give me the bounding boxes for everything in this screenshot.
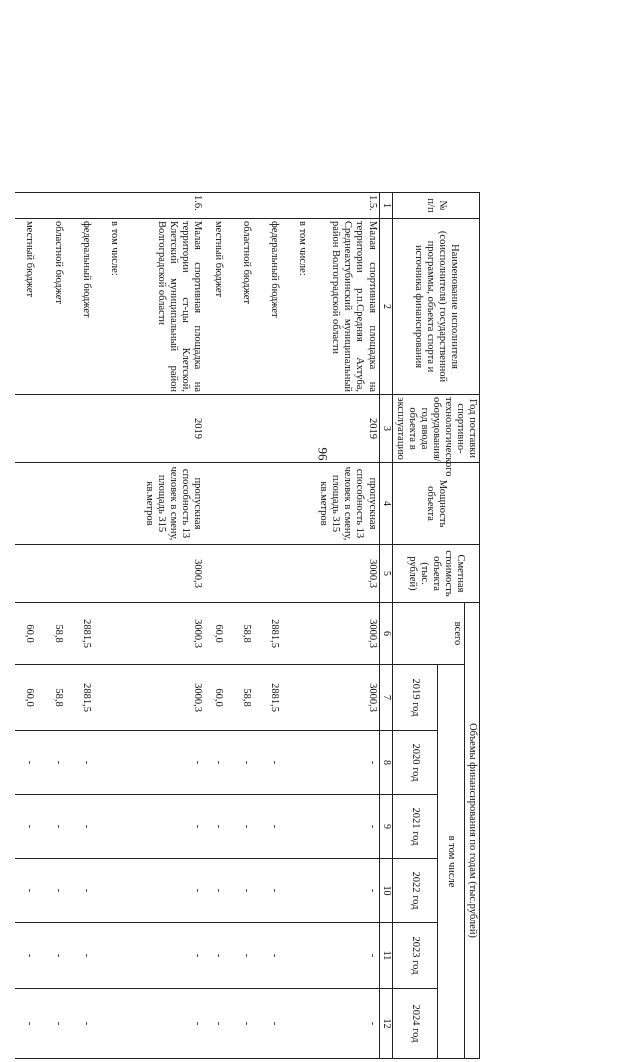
source-2020: -: [260, 731, 288, 795]
funding-2022: -: [142, 859, 204, 923]
source-2023: -: [232, 923, 260, 989]
header-incl: в том числе: [437, 665, 464, 1059]
source-2020: -: [232, 731, 260, 795]
header-name: Наименование исполнителя (соисполнителя) государственной программы, объекта спорта и источника финансирования: [392, 219, 479, 395]
table-row: [44, 193, 72, 1059]
source-2022: -: [260, 859, 288, 923]
source-2024: -: [260, 989, 288, 1059]
header-capacity: Мощность объекта: [392, 463, 479, 545]
funding-2023: -: [142, 923, 204, 989]
object-cost: 3000,3: [316, 545, 379, 603]
source-label: федеральный бюджет: [260, 219, 288, 395]
header-year-2023: 2023 год: [392, 923, 437, 989]
source-2021: -: [232, 795, 260, 859]
funding-2019: 3000,3: [316, 665, 379, 731]
incl-label: в том числе:: [100, 219, 142, 395]
header-year-2019: 2019 год: [392, 665, 437, 731]
source-label: федеральный бюджет: [72, 219, 100, 395]
table-row: [232, 193, 260, 1059]
col-number: 3: [379, 395, 392, 463]
source-2021: -: [72, 795, 100, 859]
header-cost: Сметная стоимость объекта (тыс. рублей): [392, 545, 479, 603]
source-2022: -: [204, 859, 232, 923]
col-number: 7: [379, 665, 392, 731]
table-row: [15, 193, 43, 1059]
source-label: местный бюджет: [15, 219, 43, 395]
source-2024: -: [15, 989, 43, 1059]
header-year: Год поставки спортивно-технологического оборудования/ год ввода объекта в эксплуатацию: [392, 395, 479, 463]
header-year-2024: 2024 год: [392, 989, 437, 1059]
funding-2020: -: [142, 731, 204, 795]
table-row: [72, 193, 100, 1059]
source-2024: -: [232, 989, 260, 1059]
source-2023: -: [72, 923, 100, 989]
source-2021: -: [15, 795, 43, 859]
funding-2019: 3000,3: [142, 665, 204, 731]
source-total: 60,0: [204, 603, 232, 665]
col-number: 6: [379, 603, 392, 665]
header-funding: Объемы финансирования по годам (тыс.рублей): [464, 603, 479, 1059]
source-2019: 2881,5: [72, 665, 100, 731]
source-2019: 2881,5: [260, 665, 288, 731]
source-label: областной бюджет: [44, 219, 72, 395]
object-cost: 3000,3: [142, 545, 204, 603]
source-2023: -: [15, 923, 43, 989]
source-2023: -: [260, 923, 288, 989]
source-2019: 60,0: [204, 665, 232, 731]
source-2023: -: [204, 923, 232, 989]
source-2021: -: [44, 795, 72, 859]
source-2019: 60,0: [15, 665, 43, 731]
object-year: 2019: [316, 395, 379, 463]
source-2023: -: [44, 923, 72, 989]
source-2020: -: [204, 731, 232, 795]
col-number: 5: [379, 545, 392, 603]
funding-2020: -: [316, 731, 379, 795]
col-number: 9: [379, 795, 392, 859]
funding-table: [15, 192, 480, 1059]
source-total: 58,8: [44, 603, 72, 665]
source-total: 58,8: [232, 603, 260, 665]
funding-2024: -: [142, 989, 204, 1059]
col-number: 4: [379, 463, 392, 545]
table-row: [260, 193, 288, 1059]
header-year-2021: 2021 год: [392, 795, 437, 859]
page-number: 96: [315, 447, 331, 461]
table-header: [379, 193, 479, 1059]
header-no: № п/п: [392, 193, 479, 219]
table-row: [142, 193, 204, 1059]
source-label: местный бюджет: [204, 219, 232, 395]
source-2019: 58,8: [232, 665, 260, 731]
source-2024: -: [72, 989, 100, 1059]
source-2020: -: [44, 731, 72, 795]
source-total: 2881,5: [72, 603, 100, 665]
table-row: [100, 193, 142, 1059]
source-2022: -: [72, 859, 100, 923]
source-total: 60,0: [15, 603, 43, 665]
col-number: 2: [379, 219, 392, 395]
source-2024: -: [204, 989, 232, 1059]
row-number: 1.6.: [142, 193, 204, 219]
object-year: 2019: [142, 395, 204, 463]
header-year-2020: 2020 год: [392, 731, 437, 795]
source-2020: -: [15, 731, 43, 795]
header-year-2022: 2022 год: [392, 859, 437, 923]
funding-2021: -: [142, 795, 204, 859]
funding-2023: -: [316, 923, 379, 989]
object-capacity: пропускная способность 13 человек в смену, площадь 315 кв.метров: [142, 463, 204, 545]
source-2021: -: [260, 795, 288, 859]
object-name: Малая спортивная площадка на территории р.п.Средняя Ахтуба, Среднеахтубинский муниципальный район Волгоградской области: [316, 219, 379, 395]
funding-total: 3000,3: [316, 603, 379, 665]
source-label: областной бюджет: [232, 219, 260, 395]
source-2019: 58,8: [44, 665, 72, 731]
source-2022: -: [232, 859, 260, 923]
object-name: Малая спортивная площадка на территории ст-цы Клетской, Клетский муниципальный район Волгоградской области: [142, 219, 204, 395]
source-2022: -: [15, 859, 43, 923]
object-capacity: пропускная способность 13 человек в смену, площадь 315 кв.метров: [316, 463, 379, 545]
source-2020: -: [72, 731, 100, 795]
table-row: [204, 193, 232, 1059]
col-number: 10: [379, 859, 392, 923]
table-body: [15, 193, 379, 1059]
col-number: 1: [379, 193, 392, 219]
funding-total: 3000,3: [142, 603, 204, 665]
rotated-page: [0, 192, 480, 1062]
table-row: [288, 193, 316, 1059]
row-number: 1.5.: [316, 193, 379, 219]
source-2022: -: [44, 859, 72, 923]
incl-label: в том числе:: [288, 219, 316, 395]
funding-2022: -: [316, 859, 379, 923]
funding-2024: -: [316, 989, 379, 1059]
col-number: 8: [379, 731, 392, 795]
col-number: 12: [379, 989, 392, 1059]
source-total: 2881,5: [260, 603, 288, 665]
col-number: 11: [379, 923, 392, 989]
header-total: всего: [392, 603, 464, 665]
funding-2021: -: [316, 795, 379, 859]
source-2021: -: [204, 795, 232, 859]
column-numbers-row: [379, 193, 392, 1059]
table-row: [316, 193, 379, 1059]
source-2024: -: [44, 989, 72, 1059]
